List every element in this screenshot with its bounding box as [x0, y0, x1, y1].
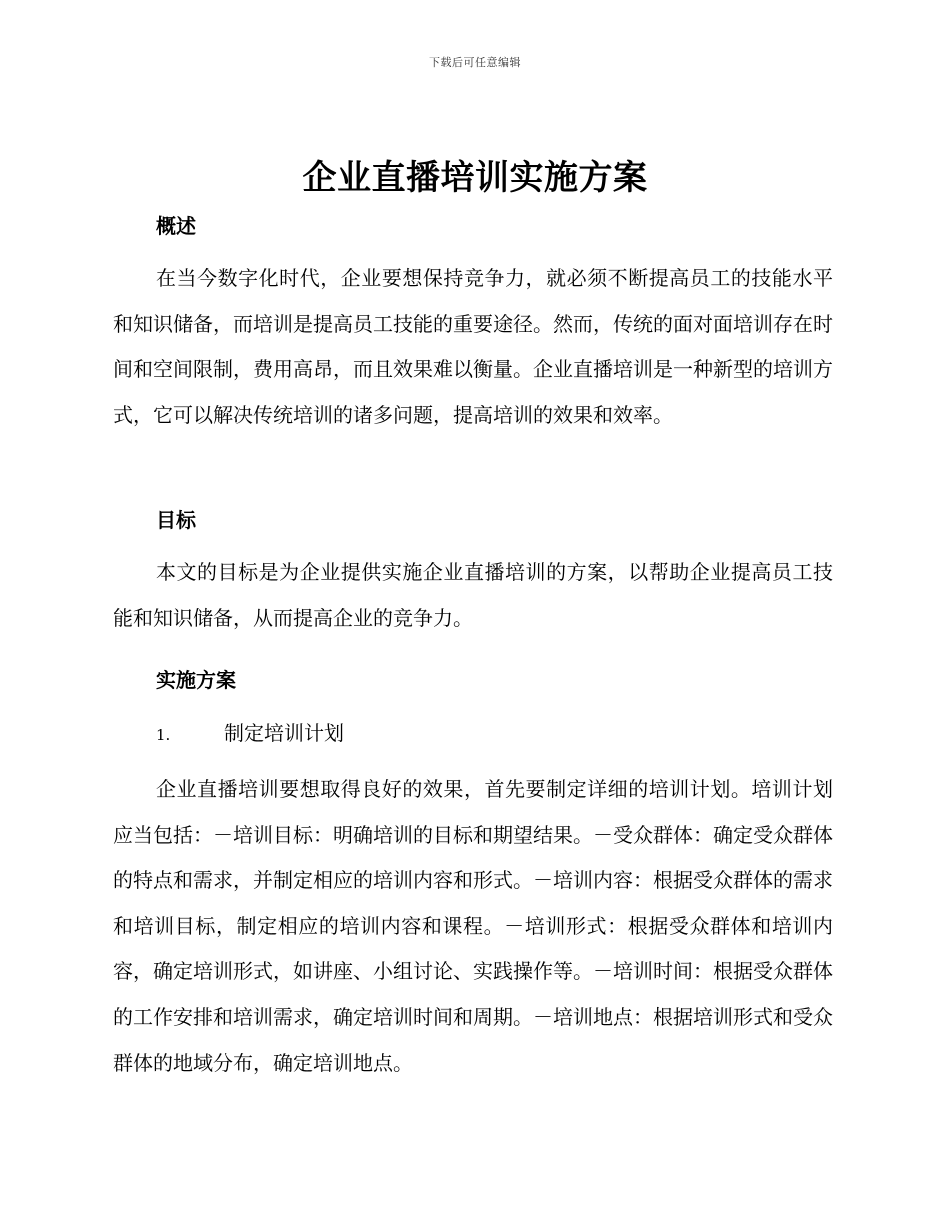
overview-paragraph: 在当今数字化时代，企业要想保持竞争力，就必须不断提高员工的技能水平和知识储备，而培训是提高员工技能的重要途径。然而，传统的面对面培训存在时间和空间限制，费用高昂，而且效果难以衡量。企业直播培训是一种新型的培训方式，它可以解决传统培训的诸多问题，提高培训的效果和效率。	[113, 266, 833, 427]
plan-step-paragraph: 企业直播培训要想取得良好的效果，首先要制定详细的培训计划。培训计划应当包括：－培训目标：明确培训的目标和期望结果。－受众群体：确定受众群体的特点和需求，并制定相应的培训内容和形式。－培训内容：根据受众群体的需求和培训目标，制定相应的培训内容和课程。－培训形式：根据受众群体和培训内容，确定培训形式，如讲座、小组讨论、实践操作等。－培训时间：根据受众群体的工作安排和培训需求，确定培训时间和周期。－培训地点：根据培训形式和受众群体的地域分布，确定培训地点。	[113, 777, 833, 1075]
header-note: 下载后可任意编辑	[429, 56, 521, 69]
section-heading-plan: 实施方案	[156, 668, 236, 692]
section-heading-goal: 目标	[156, 508, 196, 532]
list-item-number: 1.	[156, 726, 171, 744]
document-title: 企业直播培训实施方案	[302, 158, 648, 198]
section-heading-overview: 概述	[156, 214, 196, 238]
list-item	[156, 718, 344, 750]
goal-paragraph: 本文的目标是为企业提供实施企业直播培训的方案，以帮助企业提高员工技能和知识储备，从而提高企业的竞争力。	[113, 560, 833, 630]
list-item-title: 制定培训计划	[224, 721, 344, 745]
